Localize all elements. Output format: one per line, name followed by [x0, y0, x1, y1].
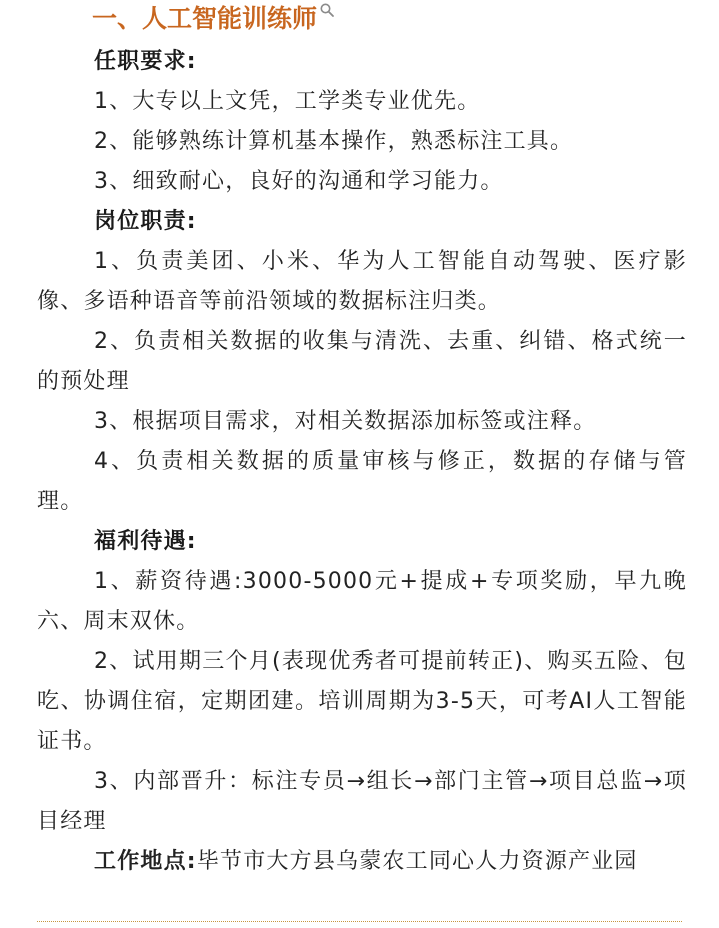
- requirement-item: 3、细致耐心，良好的沟通和学习能力。: [94, 169, 504, 194]
- duty-item: 1、负责美团、小米、华为人工智能自动驾驶、医疗影像、多语种语音等前沿领域的数据标注归类。: [37, 249, 687, 314]
- requirement-item: 2、能够熟练计算机基本操作，熟悉标注工具。: [94, 129, 574, 154]
- work-location-value: 毕节市大方县乌蒙农工同心人力资源产业园: [196, 849, 638, 874]
- duty-item: 3、根据项目需求，对相关数据添加标签或注释。: [94, 409, 597, 434]
- section-title-text: 一、人工智能训练师: [92, 4, 318, 33]
- benefit-item: 3、内部晋升：标注专员→组长→部门主管→项目总监→项目经理: [37, 769, 687, 834]
- benefits-heading: 福利待遇:: [94, 529, 197, 554]
- duty-item: 4、负责相关数据的质量审核与修正，数据的存储与管理。: [37, 449, 687, 514]
- benefit-item: 2、试用期三个月(表现优秀者可提前转正)、购买五险、包吃、协调住宿，定期团建。培训周期为3-5天，可考AI人工智能证书。: [37, 649, 687, 754]
- requirements-heading: 任职要求:: [94, 49, 197, 74]
- benefit-item: 1、薪资待遇:3000-5000元+提成+专项奖励，早九晚六、周末双休。: [37, 569, 687, 634]
- search-icon[interactable]: [319, 2, 335, 18]
- work-location-label: 工作地点:: [94, 849, 197, 874]
- duty-item: 2、负责相关数据的收集与清洗、去重、纠错、格式统一的预处理: [37, 329, 687, 394]
- duties-heading: 岗位职责:: [94, 209, 197, 234]
- section-title: [92, 1, 335, 37]
- posting-content: [37, 42, 687, 882]
- work-location: [37, 842, 687, 882]
- requirement-item: 1、大专以上文凭，工学类专业优先。: [94, 89, 481, 114]
- dotted-divider: [37, 921, 682, 922]
